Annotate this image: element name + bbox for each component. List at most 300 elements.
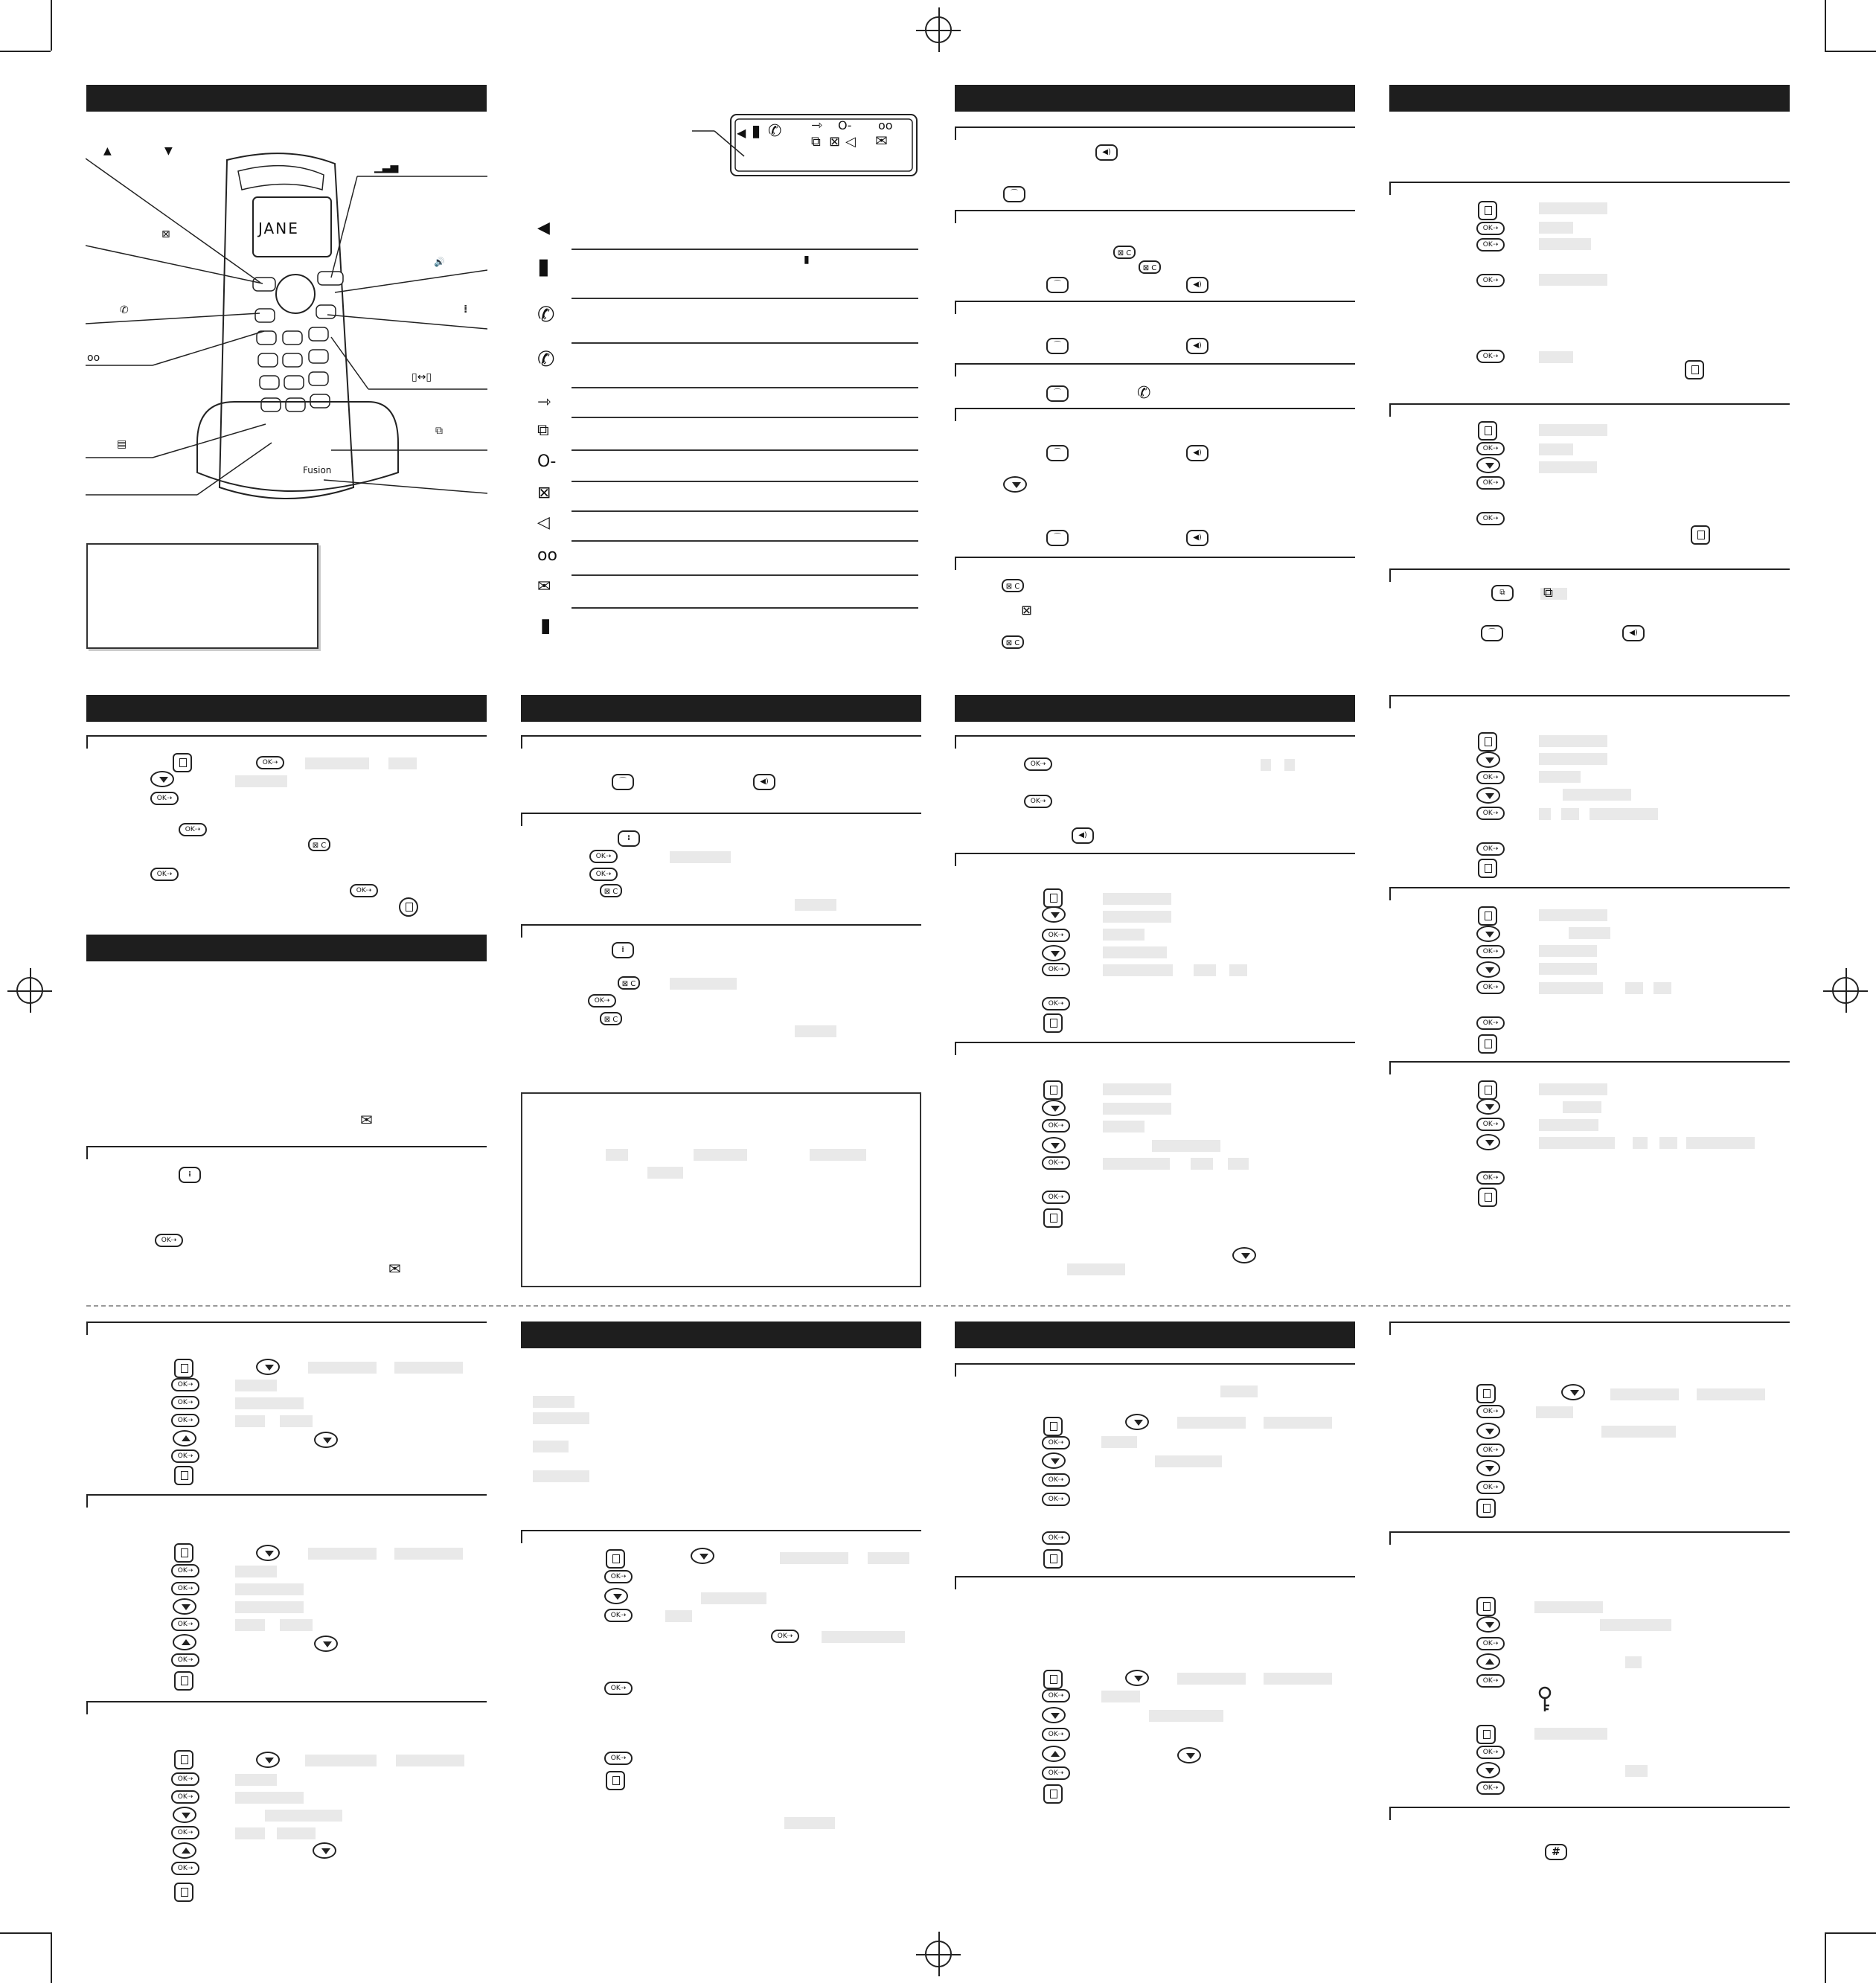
down-arrow-key <box>313 1842 336 1859</box>
highlight-bar <box>308 1548 377 1560</box>
down-arrow-key <box>150 771 174 787</box>
talk-key: ⌒ <box>1046 338 1069 354</box>
talk-key: ⌒ <box>1003 186 1025 202</box>
highlight-bar <box>1697 1388 1765 1400</box>
highlight-bar <box>277 1827 316 1839</box>
up-arrow-key <box>1476 1653 1500 1670</box>
battery-icon: ▮ <box>752 122 761 141</box>
book-icon: ⧉ <box>537 421 549 440</box>
menu-key <box>1043 1549 1063 1569</box>
ok-key: OK⇢ <box>1024 757 1052 771</box>
section-divider <box>1389 403 1790 405</box>
highlight-bar <box>1539 222 1573 234</box>
menu-key <box>1476 1384 1496 1403</box>
section-divider <box>1389 887 1790 888</box>
ok-key: OK⇢ <box>1476 1637 1505 1650</box>
crop-mark <box>1825 1932 1876 1934</box>
mute-icon: ⊠ <box>1021 603 1033 618</box>
highlight-bar <box>1149 1710 1223 1722</box>
key-icon: O‑ <box>537 452 557 471</box>
highlight-bar <box>1686 1137 1755 1149</box>
section-header-bar <box>521 1322 921 1348</box>
talk-key: ⌒ <box>1046 277 1069 293</box>
highlight-bar <box>701 1592 766 1604</box>
book-key: ⧉ <box>1491 585 1514 601</box>
down-arrow-key <box>1476 926 1500 942</box>
menu-key <box>1476 1499 1496 1518</box>
section-divider <box>955 1363 1355 1365</box>
ok-key: OK⇢ <box>1042 1728 1070 1741</box>
highlight-bar <box>1191 1158 1213 1170</box>
menu-key <box>1043 1784 1063 1804</box>
ok-key: OK⇢ <box>588 994 616 1007</box>
ok-key: OK⇢ <box>1042 1436 1070 1449</box>
clear-key: ⊠ C <box>600 1012 622 1025</box>
highlight-bar <box>1194 964 1216 976</box>
highlight-bar <box>1539 1083 1607 1095</box>
down-arrow-key <box>1042 1707 1066 1723</box>
display-diagram <box>692 112 919 179</box>
ok-key: OK⇢ <box>1476 274 1505 287</box>
highlight-bar <box>280 1415 313 1427</box>
highlight-bar <box>810 1149 866 1161</box>
transfer-icon: ▯↔▯ <box>412 371 432 383</box>
ok-key: OK⇢ <box>155 1234 183 1247</box>
section-divider <box>955 126 1355 128</box>
ok-key: OK⇢ <box>1042 997 1070 1010</box>
divert-icon: ⇾ <box>811 118 823 133</box>
talk-key: ⌒ <box>1481 625 1503 641</box>
legend-divider <box>572 417 918 418</box>
ok-key: OK⇢ <box>1042 1689 1070 1702</box>
icon-legend <box>534 216 920 655</box>
crop-mark <box>51 0 52 51</box>
highlight-bar <box>1229 964 1247 976</box>
highlight-bar <box>1103 1158 1170 1170</box>
highlight-bar <box>1563 1101 1601 1113</box>
highlight-bar <box>1590 808 1658 820</box>
phone-icon: ✆ <box>1137 384 1151 403</box>
section-divider <box>955 210 1355 211</box>
section-divider <box>955 853 1355 854</box>
talk-key: ⌒ <box>1046 445 1069 461</box>
menu-key <box>606 1549 625 1569</box>
highlight-bar <box>1569 927 1610 939</box>
highlight-bar <box>235 1774 277 1786</box>
ok-key: OK⇢ <box>350 884 378 897</box>
intercom-icon: ⁞ <box>464 304 468 315</box>
highlight-bar <box>1103 893 1171 905</box>
down-arrow-key <box>256 1752 280 1768</box>
battery-icon: ▮ <box>804 254 810 266</box>
ok-key: OK⇢ <box>1476 1674 1505 1688</box>
legend-divider <box>572 387 918 388</box>
registration-mark <box>1832 977 1859 1004</box>
highlight-bar <box>388 757 417 769</box>
highlight-bar <box>665 1610 692 1622</box>
mute-icon: ⊠ <box>161 228 170 240</box>
ok-key: OK⇢ <box>1476 807 1505 820</box>
speaker-key: ◀) <box>1186 338 1208 354</box>
down-arrow-key <box>1042 1452 1066 1469</box>
highlight-bar <box>533 1441 569 1452</box>
down-arrow-key <box>1125 1670 1149 1686</box>
up-arrow-key <box>173 1842 196 1859</box>
ok-key: OK⇢ <box>171 1772 199 1786</box>
down-arrow-key <box>604 1588 628 1604</box>
highlight-bar <box>235 1397 304 1409</box>
highlight-bar <box>1601 1426 1676 1438</box>
highlight-bar <box>1539 945 1597 957</box>
ok-key: OK⇢ <box>1476 222 1505 235</box>
menu-key <box>1478 859 1497 878</box>
ok-key: OK⇢ <box>1042 1766 1070 1780</box>
ok-key: OK⇢ <box>1042 1156 1070 1170</box>
highlight-bar <box>1610 1388 1679 1400</box>
highlight-bar <box>1653 982 1671 994</box>
intercom-key: ⁞ <box>618 830 640 847</box>
ok-key: OK⇢ <box>589 868 618 881</box>
registration-mark <box>925 16 952 43</box>
down-arrow-key <box>1042 945 1066 961</box>
highlight-bar <box>1067 1263 1125 1275</box>
down-arrow-key <box>1476 1762 1500 1778</box>
highlight-bar <box>1539 443 1573 455</box>
menu-key <box>174 1671 193 1691</box>
menu-key <box>1478 421 1497 441</box>
crop-mark <box>0 1932 51 1934</box>
ok-key: OK⇢ <box>604 1752 633 1765</box>
ok-key: OK⇢ <box>171 1414 199 1427</box>
ok-key: OK⇢ <box>1476 238 1505 252</box>
up-arrow-label: ▲ <box>103 145 112 157</box>
down-arrow-key <box>314 1432 338 1448</box>
envelope-icon: ✉ <box>360 1111 373 1129</box>
intercom-key: ⁞ <box>179 1167 201 1183</box>
highlight-bar <box>1625 1765 1648 1777</box>
down-arrow-key <box>1476 961 1500 978</box>
ok-key: OK⇢ <box>171 1449 199 1463</box>
highlight-bar <box>1561 808 1579 820</box>
highlight-bar <box>1539 808 1551 820</box>
highlight-bar <box>868 1552 909 1564</box>
section-divider <box>86 735 487 737</box>
highlight-bar <box>533 1396 574 1408</box>
crop-mark <box>0 51 51 52</box>
ok-key: OK⇢ <box>171 1564 199 1577</box>
clear-key: ⊠ C <box>1002 579 1024 592</box>
down-arrow-key <box>1561 1384 1585 1400</box>
crop-mark <box>51 1932 52 1983</box>
section-header-bar <box>955 85 1355 112</box>
divert-icon: ⇾ <box>537 393 551 411</box>
highlight-bar <box>647 1167 683 1179</box>
highlight-bar <box>235 1619 265 1631</box>
menu-key <box>1043 1417 1063 1436</box>
highlight-bar <box>305 757 369 769</box>
highlight-bar <box>1101 1436 1137 1448</box>
talk-key: ⌒ <box>1046 385 1069 402</box>
highlight-bar <box>1659 1137 1677 1149</box>
highlight-bar <box>1155 1455 1222 1467</box>
ok-key: OK⇢ <box>256 756 284 769</box>
down-arrow-key <box>1476 1460 1500 1476</box>
menu-key <box>174 1466 193 1485</box>
menu-icon: ▤ <box>117 438 127 450</box>
section-divider <box>521 1530 921 1531</box>
highlight-bar <box>1539 982 1603 994</box>
section-divider <box>1389 1807 1790 1808</box>
down-arrow-key <box>691 1548 714 1564</box>
handset-display-text: JANE <box>258 220 299 237</box>
crop-mark <box>1825 1932 1826 1983</box>
highlight-bar <box>308 1362 377 1374</box>
menu-key <box>1685 360 1704 379</box>
section-header-bar <box>86 695 487 722</box>
highlight-bar <box>822 1631 905 1643</box>
down-arrow-key <box>256 1545 280 1561</box>
speaker-key: ◀) <box>1095 144 1118 161</box>
ok-key: OK⇢ <box>1042 1191 1070 1204</box>
signal-icon: ▮ <box>540 615 551 637</box>
ok-key: OK⇢ <box>171 1618 199 1631</box>
speaker-icon: ◁ <box>845 134 856 150</box>
ok-key: OK⇢ <box>1042 929 1070 942</box>
down-arrow-key <box>173 1598 196 1615</box>
highlight-bar <box>1539 909 1607 921</box>
highlight-bar <box>1103 911 1171 923</box>
ok-key: OK⇢ <box>179 823 207 836</box>
section-divider <box>1389 695 1790 696</box>
highlight-bar <box>1534 1601 1603 1613</box>
section-divider <box>955 1042 1355 1043</box>
section-divider <box>86 1322 487 1323</box>
battery-icon: ▮ <box>537 254 550 280</box>
highlight-bar <box>1103 964 1173 976</box>
crop-mark <box>1825 0 1826 51</box>
highlight-bar <box>533 1470 589 1482</box>
highlight-bar <box>1633 1137 1648 1149</box>
envelope-icon: ✉ <box>875 132 888 150</box>
section-divider <box>955 301 1355 302</box>
voicemail-icon: oo <box>537 546 557 565</box>
highlight-bar <box>533 1412 589 1424</box>
ok-key: OK⇢ <box>1476 1481 1505 1494</box>
note-box <box>86 543 318 649</box>
highlight-bar <box>1539 1119 1598 1131</box>
ok-key: OK⇢ <box>1024 795 1052 808</box>
down-arrow-key <box>1232 1247 1256 1263</box>
registration-mark <box>16 977 43 1004</box>
legend-divider <box>572 481 918 482</box>
envelope-icon: ✉ <box>388 1260 401 1278</box>
ok-key: OK⇢ <box>1476 1405 1505 1418</box>
highlight-bar <box>235 1415 265 1427</box>
brand-logo-text: Fusion <box>303 465 332 475</box>
clear-key: ⊠ C <box>618 976 640 990</box>
ok-key: OK⇢ <box>1476 842 1505 856</box>
highlight-bar <box>235 1380 277 1391</box>
highlight-bar <box>1261 759 1271 771</box>
highlight-bar <box>1539 351 1573 363</box>
legend-divider <box>572 607 918 609</box>
section-header-bar <box>86 935 487 961</box>
section-divider <box>86 1701 487 1702</box>
menu-key <box>174 1543 193 1563</box>
ok-key: OK⇢ <box>589 850 618 863</box>
menu-key <box>1043 888 1063 908</box>
legend-divider <box>572 342 918 344</box>
down-arrow-key <box>1476 1134 1500 1150</box>
clear-key: ⊠ C <box>308 838 330 851</box>
book-icon: ⧉ <box>435 425 443 437</box>
down-arrow-key <box>1042 1137 1066 1153</box>
highlight-bar <box>1264 1673 1332 1685</box>
envelope-icon: ✉ <box>537 577 551 596</box>
menu-key <box>174 1750 193 1769</box>
hash-key: # <box>1545 1844 1567 1860</box>
phone-icon: ✆ <box>537 302 555 327</box>
highlight-bar <box>1228 1158 1249 1170</box>
menu-key <box>606 1771 625 1790</box>
highlight-bar <box>670 851 731 863</box>
ok-key: OK⇢ <box>1476 945 1505 958</box>
ok-key: OK⇢ <box>604 1682 633 1695</box>
menu-key <box>1478 201 1497 220</box>
section-divider <box>955 557 1355 558</box>
ok-key: OK⇢ <box>150 868 179 881</box>
down-arrow-key <box>1476 457 1500 473</box>
highlight-bar <box>1152 1140 1220 1152</box>
down-arrow-key <box>1125 1414 1149 1430</box>
key-icon: O‑ <box>838 118 852 132</box>
clear-key: ⊠ C <box>1113 246 1136 259</box>
highlight-bar <box>235 1792 304 1804</box>
down-arrow-key <box>1476 752 1500 768</box>
highlight-bar <box>694 1149 747 1161</box>
highlight-bar <box>1103 1083 1171 1095</box>
menu-key <box>1478 1188 1497 1207</box>
section-header-bar <box>1389 85 1790 112</box>
highlight-bar <box>795 1025 836 1037</box>
note-box <box>521 1092 921 1287</box>
menu-key <box>1043 1080 1063 1100</box>
highlight-bar <box>784 1817 835 1829</box>
ok-key: OK⇢ <box>1476 981 1505 994</box>
highlight-bar <box>280 1619 313 1631</box>
talk-key: ⌒ <box>612 774 634 790</box>
legend-divider <box>572 540 918 542</box>
highlight-bar <box>396 1755 464 1766</box>
highlight-bar <box>1539 963 1597 975</box>
voicemail-icon: oo <box>87 352 100 364</box>
down-arrow-key <box>1042 906 1066 923</box>
highlight-bar <box>394 1548 463 1560</box>
menu-key <box>1478 906 1497 926</box>
menu-key <box>1478 1080 1497 1100</box>
highlight-bar <box>1563 789 1631 801</box>
ok-key: OK⇢ <box>1042 1531 1070 1545</box>
highlight-bar <box>235 775 287 787</box>
down-arrow-key <box>1476 1616 1500 1633</box>
ok-key: OK⇢ <box>1476 442 1505 455</box>
ok-key: OK⇢ <box>1042 1473 1070 1487</box>
highlight-bar <box>1284 759 1295 771</box>
highlight-bar <box>1600 1619 1671 1631</box>
ok-key: OK⇢ <box>1476 1171 1505 1185</box>
handset-illustration <box>86 145 487 510</box>
section-header-bar <box>521 695 921 722</box>
ok-key: OK⇢ <box>1476 1746 1505 1759</box>
menu-key <box>1043 1670 1063 1689</box>
menu-key <box>1478 732 1497 752</box>
legend-divider <box>572 249 918 250</box>
menu-key <box>1476 1597 1496 1616</box>
highlight-bar <box>1539 1137 1615 1149</box>
book-icon: ⧉ <box>1543 585 1553 600</box>
ok-key: OK⇢ <box>171 1862 199 1875</box>
section-header-bar <box>86 85 487 112</box>
phone-icon: ✆ <box>537 347 555 371</box>
clear-key: ⊠ C <box>600 884 622 897</box>
speaker-key: ◀) <box>753 774 775 790</box>
section-divider <box>1389 568 1790 570</box>
speaker-key: ◀) <box>1186 445 1208 461</box>
section-divider <box>86 1494 487 1496</box>
highlight-bar <box>1534 1728 1607 1740</box>
menu-key <box>1691 525 1710 545</box>
menu-key <box>173 753 192 772</box>
section-divider <box>1389 1061 1790 1063</box>
down-arrow-key <box>1177 1747 1201 1763</box>
speaker-key: ◀) <box>1186 530 1208 546</box>
down-arrow-key <box>1003 476 1027 493</box>
highlight-bar <box>1539 461 1597 473</box>
highlight-bar <box>1103 1121 1145 1133</box>
clear-key: ⊠ C <box>1002 635 1024 649</box>
highlight-bar <box>1539 202 1607 214</box>
highlight-bar <box>1625 982 1643 994</box>
section-divider <box>1389 182 1790 183</box>
legend-divider <box>572 449 918 451</box>
talk-icon: ✆ <box>120 304 129 316</box>
section-divider <box>521 735 921 737</box>
highlight-bar <box>235 1583 304 1595</box>
ok-key: OK⇢ <box>1042 1119 1070 1133</box>
down-arrow-key <box>1042 1100 1066 1116</box>
highlight-bar <box>1264 1417 1332 1429</box>
section-header-bar <box>955 695 1355 722</box>
menu-key <box>399 897 418 917</box>
ok-key: OK⇢ <box>171 1378 199 1391</box>
down-arrow-key <box>256 1359 280 1375</box>
highlight-bar <box>795 899 836 911</box>
ok-key: OK⇢ <box>1042 1493 1070 1506</box>
fold-line <box>86 1305 1790 1307</box>
speaker-icon: ◁ <box>537 513 550 532</box>
section-divider <box>86 1146 487 1147</box>
highlight-bar <box>670 978 737 990</box>
highlight-bar <box>1220 1385 1258 1397</box>
section-divider <box>521 924 921 926</box>
down-arrow-key <box>314 1636 338 1652</box>
ok-key: OK⇢ <box>171 1582 199 1595</box>
legend-divider <box>572 298 918 299</box>
caller-arrow-icon: ◀ <box>537 219 550 237</box>
down-arrow-key <box>173 1807 196 1823</box>
handset-diagram <box>86 145 487 510</box>
speaker-key: ◀) <box>1186 277 1208 293</box>
